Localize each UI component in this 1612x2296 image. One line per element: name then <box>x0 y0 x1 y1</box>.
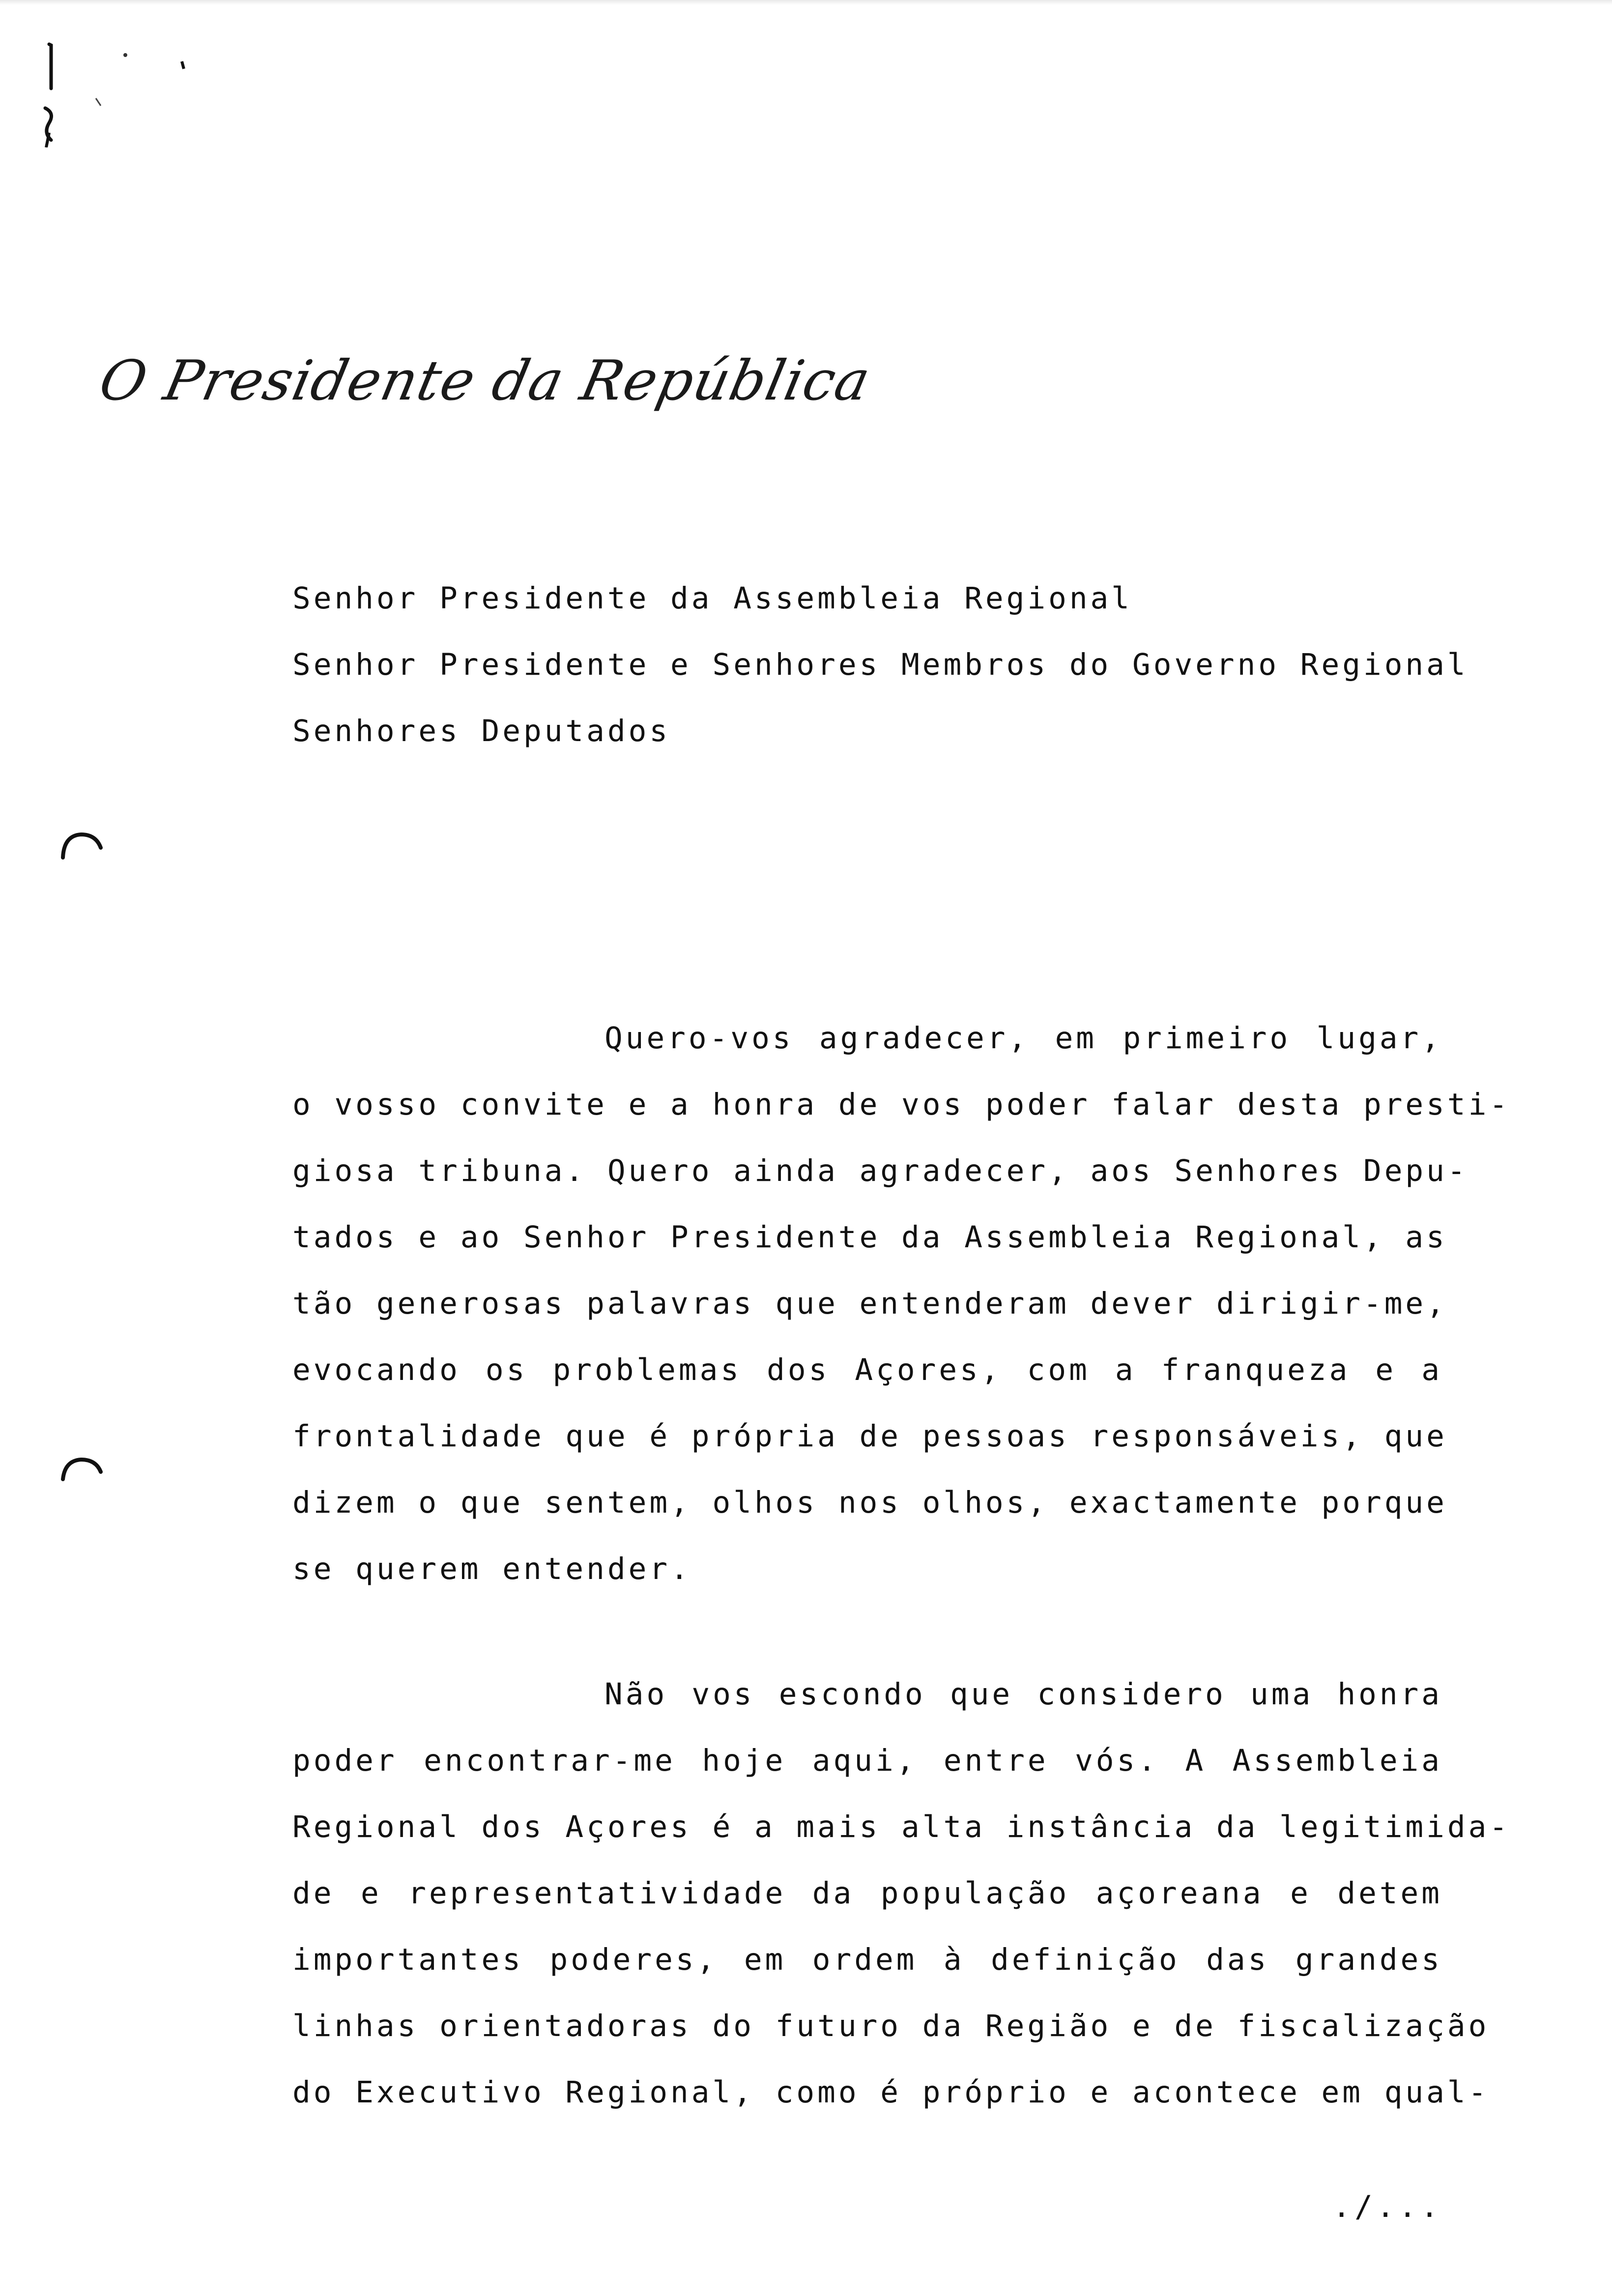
paragraph-line: importantes poderes, em ordem à definição das grandes <box>292 1942 1442 1977</box>
body-paragraph <box>292 1661 1511 2125</box>
page-continuation-mark: ./... <box>1332 2189 1442 2224</box>
paragraph-line: frontalidade que é própria de pessoas responsáveis, que <box>292 1419 1447 1454</box>
salutation-line: Senhor Presidente e Senhores Membros do Governo Regional <box>292 647 1468 682</box>
paragraph-line: linhas orientadoras do futuro da Região e de fiscalização <box>292 2009 1490 2043</box>
salutation-line: Senhor Presidente da Assembleia Regional <box>292 581 1133 616</box>
paragraph-line: o vosso convite e a honra de vos poder falar desta presti- <box>292 1087 1511 1122</box>
paragraph-line: tados e ao Senhor Presidente da Assembleia Regional, as <box>292 1220 1447 1255</box>
paragraph-line: poder encontrar-me hoje aqui, entre vós. A Assembleia <box>292 1743 1442 1778</box>
paragraph-line: tão generosas palavras que entenderam dever dirigir-me, <box>292 1286 1447 1321</box>
salutation-line: Senhores Deputados <box>292 714 671 748</box>
paragraph-line: evocando os problemas dos Açores, com a franqueza e a <box>292 1352 1442 1387</box>
paragraph-line: Não vos escondo que considero uma honra <box>604 1677 1442 1712</box>
handwritten-margin-marks <box>34 34 211 147</box>
body-paragraph <box>292 1005 1511 1602</box>
letterhead-title: O Presidente da República <box>94 349 877 413</box>
punch-hole-mark <box>59 831 103 860</box>
paragraph-line: Quero-vos agradecer, em primeiro lugar, <box>604 1021 1442 1056</box>
paragraph-line: Regional dos Açores é a mais alta instância da legitimida- <box>292 1809 1511 1844</box>
paragraph-line: dizem o que sentem, olhos nos olhos, exactamente porque <box>292 1485 1447 1520</box>
punch-hole-mark <box>59 1455 103 1484</box>
paragraph-line: de e representatividade da população açoreana e detem <box>292 1876 1442 1911</box>
salutation-block <box>292 565 1468 764</box>
scan-edge <box>0 0 1612 5</box>
paragraph-line: giosa tribuna. Quero ainda agradecer, aos Senhores Depu- <box>292 1153 1468 1188</box>
paragraph-line: se querem entender. <box>292 1551 691 1586</box>
paragraph-line: do Executivo Regional, como é próprio e acontece em qual- <box>292 2075 1490 2110</box>
